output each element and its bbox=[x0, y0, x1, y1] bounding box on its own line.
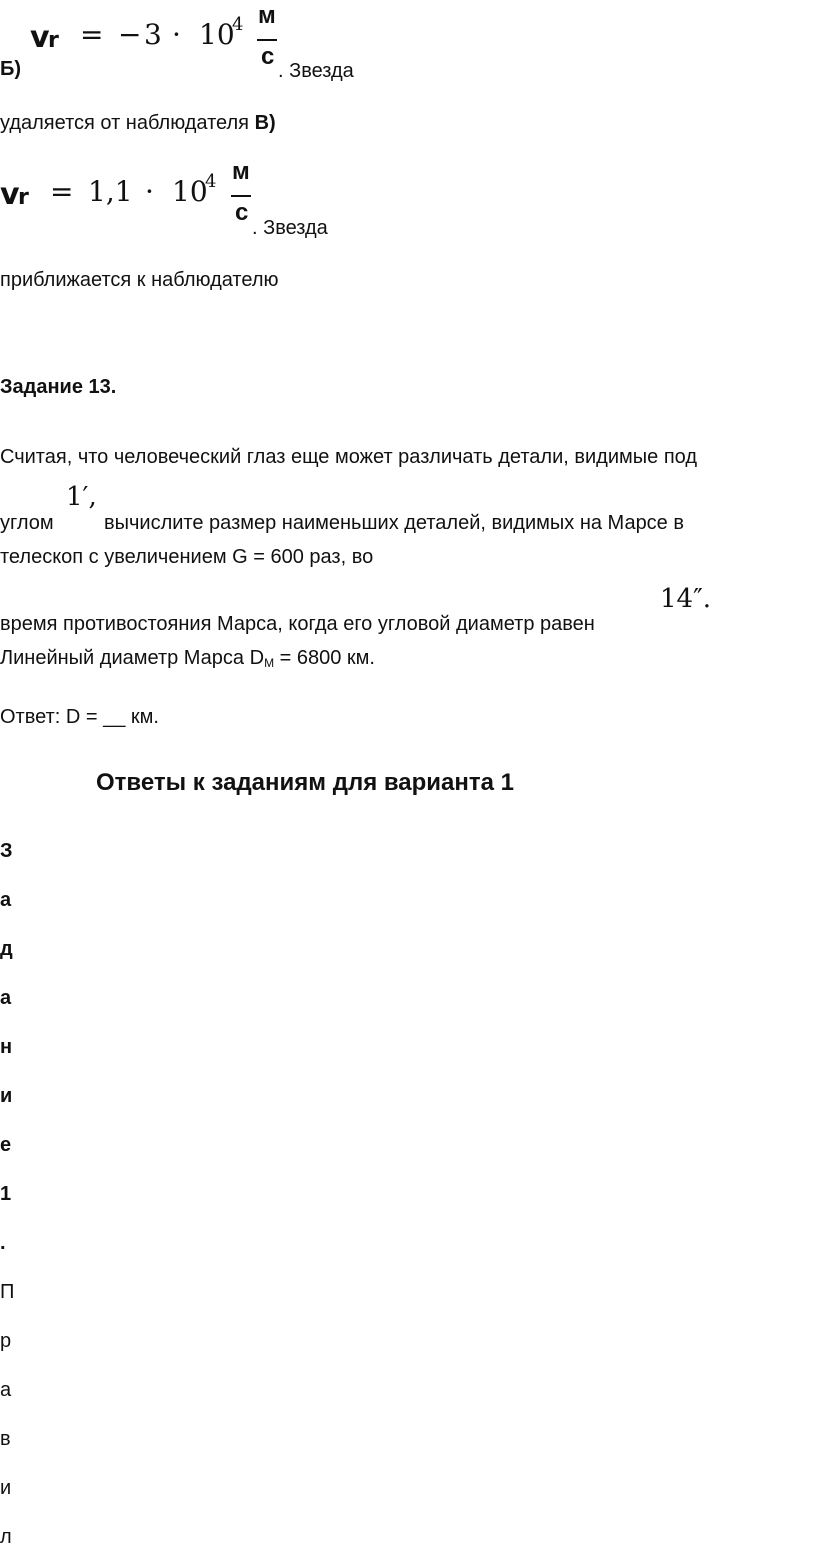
vertical-letter: е bbox=[0, 1134, 12, 1156]
diameter-text: Линейный диаметр Марса D bbox=[0, 647, 265, 669]
minus-sign: − bbox=[118, 18, 142, 51]
vertical-letter: а bbox=[0, 987, 12, 1009]
angle-value: 1′, bbox=[66, 482, 97, 512]
fraction-bar bbox=[231, 195, 251, 197]
task-paragraph: время противостояния Марса, когда его угловой диаметр равен bbox=[0, 613, 595, 635]
equals-sign: = bbox=[80, 18, 104, 51]
formula-tail: . Звезда bbox=[252, 217, 328, 239]
unit-denominator: с bbox=[261, 43, 275, 70]
vertical-letter: р bbox=[0, 1330, 12, 1352]
answers-heading: Ответы к заданиям для варианта 1 bbox=[96, 769, 515, 796]
fraction-bar bbox=[257, 39, 277, 41]
power-exponent: 4 bbox=[205, 171, 217, 192]
formula-tail: . Звезда bbox=[278, 60, 354, 82]
line-text: удаляется от наблюдателя bbox=[0, 112, 255, 134]
radial-subscript: r bbox=[48, 28, 59, 53]
task-title: Задание 13. bbox=[0, 376, 117, 398]
answer-line: Ответ: D = __ км. bbox=[0, 706, 159, 728]
power-base: 10 bbox=[172, 175, 208, 208]
vertical-letter: 1 bbox=[0, 1183, 12, 1205]
vertical-letter: а bbox=[0, 889, 12, 911]
mantissa: 3 bbox=[144, 18, 162, 51]
equals-sign: = bbox=[50, 175, 74, 208]
item-label-b: Б) bbox=[0, 58, 22, 80]
task-paragraph: Считая, что человеческий глаз еще может различать детали, видимые под bbox=[0, 446, 698, 468]
vertical-letter: и bbox=[0, 1085, 13, 1107]
multiply-dot: · bbox=[145, 175, 154, 208]
power-exponent: 4 bbox=[232, 14, 244, 35]
task-paragraph-start: углом bbox=[0, 512, 54, 534]
diameter-value: = 6800 км. bbox=[274, 647, 375, 669]
task-paragraph bbox=[0, 647, 375, 670]
vertical-letter: а bbox=[0, 1379, 12, 1401]
velocity-symbol: v bbox=[30, 20, 50, 55]
vertical-letter: л bbox=[0, 1526, 12, 1548]
vertical-letter: . bbox=[0, 1232, 6, 1254]
vertical-letter: в bbox=[0, 1428, 11, 1450]
diameter-subscript: М bbox=[264, 656, 275, 670]
task-paragraph-end: вычислите размер наименьших деталей, видимых на Марсе в bbox=[104, 512, 684, 534]
unit-numerator: м bbox=[232, 158, 250, 185]
text-line bbox=[0, 112, 276, 135]
multiply-dot: · bbox=[172, 18, 181, 51]
unit-denominator: с bbox=[235, 199, 249, 226]
power-base: 10 bbox=[199, 18, 235, 51]
unit-numerator: м bbox=[258, 2, 276, 29]
vertical-letter: и bbox=[0, 1477, 12, 1499]
task-paragraph: телескоп с увеличением G = 600 раз, во bbox=[0, 546, 374, 568]
radial-subscript: r bbox=[18, 185, 29, 210]
item-label-c: В) bbox=[254, 112, 276, 134]
angular-diameter: 14″. bbox=[660, 584, 712, 614]
text-line: приближается к наблюдателю bbox=[0, 269, 279, 291]
vertical-letter: н bbox=[0, 1036, 13, 1058]
vertical-letter: д bbox=[0, 938, 13, 960]
vertical-letter: З bbox=[0, 840, 13, 862]
mantissa: 1,1 bbox=[88, 175, 133, 208]
vertical-letter: П bbox=[0, 1281, 15, 1303]
velocity-symbol: v bbox=[0, 177, 20, 212]
